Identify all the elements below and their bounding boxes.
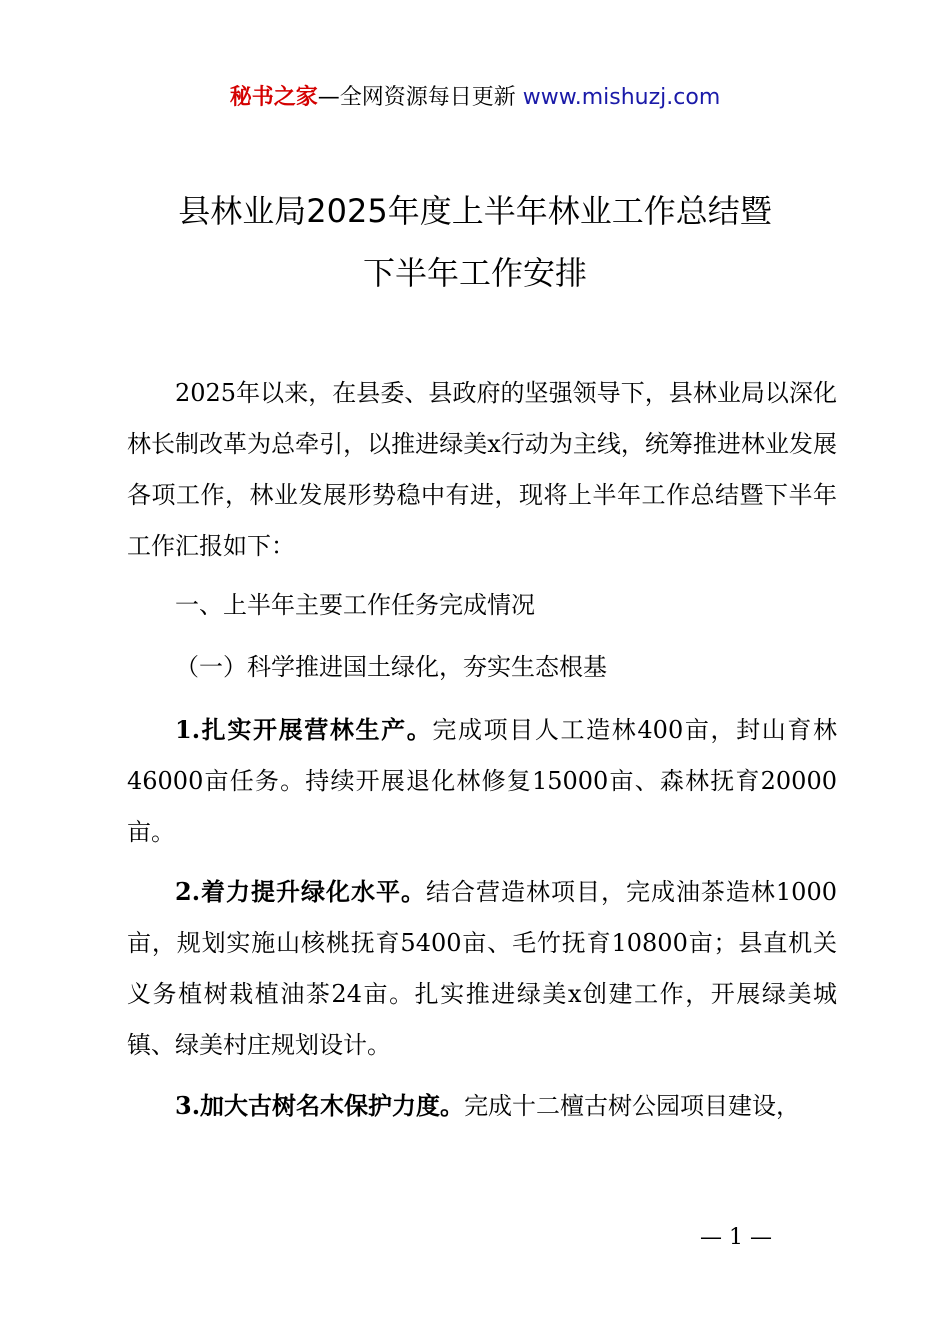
item-2-text-block — [127, 866, 837, 1071]
item-2-body: 结合营造林项目，完成油茶造林1000亩，规划实施山核桃抚育5400亩、毛竹抚育10800亩；县直机关义务植树栽植油茶24亩。扎实推进绿美x创建工作，开展绿美城镇、绿美村庄规划设计。 — [127, 878, 837, 1059]
subsection-1-heading: （一）科学推进国土绿化，夯实生态根基 — [175, 653, 607, 681]
item-3-paragraph — [127, 1080, 837, 1132]
section-1-heading: 一、上半年主要工作任务完成情况 — [175, 591, 535, 619]
item-1-body: 完成项目人工造林400亩，封山育林46000亩任务。持续开展退化林修复15000亩、森林抚育20000亩。 — [127, 716, 837, 846]
section-heading — [127, 580, 837, 631]
item-3-lead: 3.加大古树名木保护力度。 — [175, 1091, 465, 1120]
website-url[interactable]: www.mishuzj.com — [522, 85, 721, 110]
document-title-line-2: 下半年工作安排 — [362, 254, 587, 292]
item-2-paragraph — [127, 866, 837, 1071]
site-header — [0, 80, 950, 111]
item-1-lead: 1.扎实开展营林生产。 — [175, 715, 433, 744]
item-3-body: 完成十二檀古树公园项目建设， — [464, 1092, 801, 1120]
page-number: — 1 — — [700, 1225, 772, 1250]
brand-name: 秘书之家 — [229, 85, 318, 110]
document-title-line-1: 县林业局2025年度上半年林业工作总结暨 — [178, 192, 772, 230]
subsection-heading — [127, 642, 837, 693]
header-tagline: —全网资源每日更新 — [317, 85, 516, 110]
item-2-lead: 2.着力提升绿化水平。 — [175, 877, 426, 906]
intro-paragraph — [127, 368, 837, 572]
item-1-text-block — [127, 704, 837, 858]
item-3-text-block — [127, 1080, 837, 1132]
item-1-paragraph — [127, 704, 837, 858]
intro-text: 2025年以来，在县委、县政府的坚强领导下，县林业局以深化林长制改革为总牵引，以推进绿美x行动为主线，统筹推进林业发展各项工作，林业发展形势稳中有进，现将上半年工作总结暨下半年工作汇报如下： — [127, 379, 837, 560]
